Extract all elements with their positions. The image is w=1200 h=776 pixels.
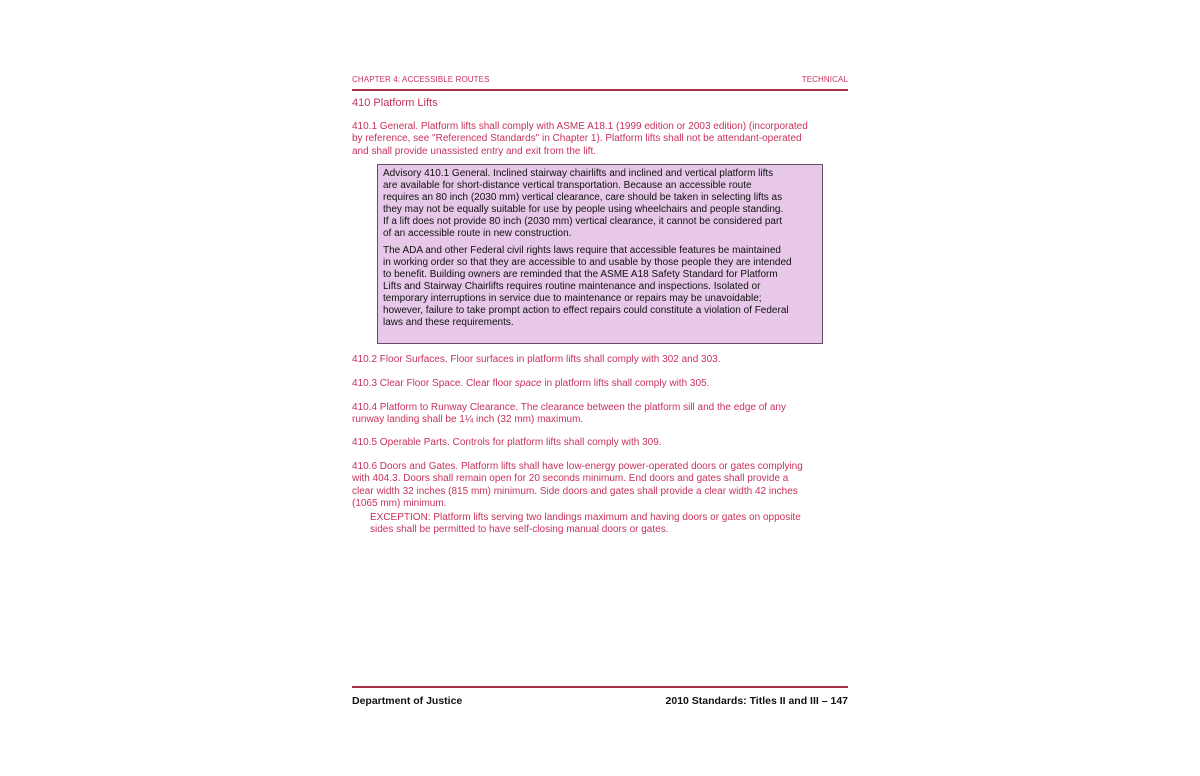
section-label: TECHNICAL: [801, 75, 848, 84]
document-page: [352, 0, 848, 776]
advisory-box: [377, 164, 823, 344]
section-title: 410 Platform Lifts: [352, 97, 438, 109]
paragraph-410-5: 410.5 Operable Parts. Controls for platform lifts shall comply with 309.: [352, 437, 662, 448]
paragraph-410-3: 410.3 Clear Floor Space. Clear floor space in platform lifts shall comply with 305.: [352, 378, 710, 389]
paragraph-410-2: 410.2 Floor Surfaces. Floor surfaces in platform lifts shall comply with 302 and 303.: [352, 354, 721, 365]
paragraph-410-6: 410.6 Doors and Gates. Platform lifts shall have low-energy power-operated doors or gates complying with 404.3. Doors shall remain open for 20 seconds minimum. End doors and gates shall provide a clear width 32 inches (815 mm) minimum. Side doors and gates shall provide a clear width 42 inches (1065 mm) minimum.: [352, 461, 803, 509]
footer-rule: [352, 686, 848, 688]
chapter-label: CHAPTER 4: ACCESSIBLE ROUTES: [352, 75, 490, 84]
exception-text: EXCEPTION: Platform lifts serving two landings maximum and having doors or gates on opposite sides shall be permitted to have self-closing manual doors or gates.: [370, 512, 801, 536]
advisory-paragraph-2: The ADA and other Federal civil rights laws require that accessible features be maintained in working order so that they are accessible to and usable by those people they are intended to benefit. Building owners are reminded that the ASME A18 Safety Standard for Platform Lifts and Stairway Chairlifts requires routine maintenance and inspections. Isolated or temporary interruptions in service due to maintenance or repairs may be unavoidable; however, failure to take prompt action to effect repairs could constitute a violation of Federal laws and these requirements.: [383, 245, 792, 328]
advisory-paragraph-1: Advisory 410.1 General. Inclined stairway chairlifts and inclined and vertical platform lifts are available for short-distance vertical transportation. Because an accessible route requires an 80 inch (2030 mm) vertical clearance, care should be taken in selecting lifts as they may not be equally suitable for use by people using wheelchairs and people standing. If a lift does not provide 80 inch (2030 mm) vertical clearance, it cannot be considered part of an accessible route in new construction.: [383, 168, 784, 239]
header-rule: [352, 89, 848, 91]
paragraph-410-1: 410.1 General. Platform lifts shall comply with ASME A18.1 (1999 edition or 2003 edition) (incorporated by reference, see "Referenced Standards" in Chapter 1). Platform lifts shall not be attendant-operated and shall provide unassisted entry and exit from the lift.: [352, 121, 808, 157]
footer-agency: Department of Justice: [352, 695, 463, 707]
paragraph-410-4: 410.4 Platform to Runway Clearance. The clearance between the platform sill and the edge of any runway landing shall be 1¼ inch (32 mm) maximum.: [352, 402, 786, 426]
footer-page-number: 2010 Standards: Titles II and III – 147: [665, 695, 848, 707]
